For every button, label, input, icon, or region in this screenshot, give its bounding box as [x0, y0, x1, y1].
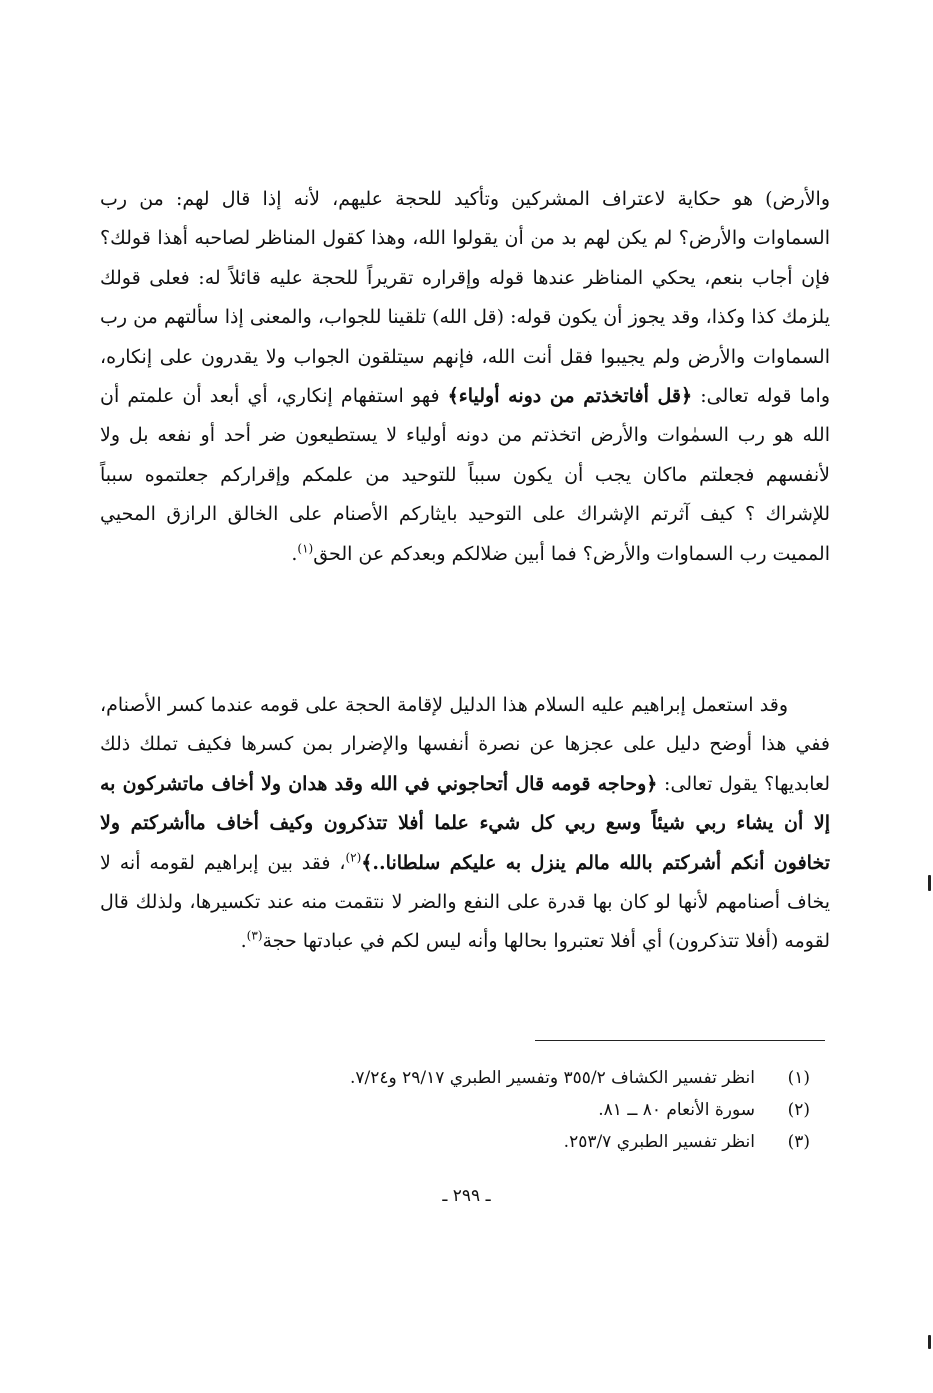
footnote-divider [535, 1040, 825, 1041]
paragraph-1-text: والأرض) هو حكاية لاعتراف المشركين وتأكيد للحجة عليهم، لأنه إذا قال لهم: من رب السماوات والأرض؟ لم يكن لهم بد من أن يقولوا الله، وهذا كقول المناظر لصاحبه أهذا قولك؟ فإن أجاب بنعم، يحكي المناظر عندها قوله وإقراره تقريراً للحجة عليه قائلاً له: فعلى قولك يلزمك كذا وكذا، وقد يجوز أن يكون قوله: (قل الله) تلقينا للجواب، والمعنى إذا سألتهم من رب السماوات والأرض ولم يجيبوا فقل أنت الله، فإنهم سيتلقون الجواب ولا يقدرون على إنكاره، واما قوله تعالى: [100, 188, 830, 408]
footnote-text: انظر تفسير الكشاف ٣٥٥/٢ وتفسير الطبري ٢٩/١٧ و٧/٢٤. [349, 1068, 755, 1088]
body-paragraph-2 [100, 686, 830, 962]
paragraph-2-text: وقد استعمل إبراهيم عليه السلام هذا الدليل لإقامة الحجة على قومه عندما كسر الأصنام، ففي هذا أوضح دليل على عجزها عن نصرة أنفسها والإضرار بمن كسرها فكيف تملك ذلك لعابديها؟ يقول تعالى: [100, 694, 830, 795]
footnote-number: (٢) [787, 1100, 810, 1120]
footnote-text: انظر تفسير الطبري ٢٥٣/٧. [563, 1132, 755, 1152]
paragraph-2-end: . [240, 930, 247, 953]
footnote-item [200, 1094, 810, 1126]
footnote-ref-3[interactable]: (٣) [246, 929, 263, 944]
footnote-item [200, 1126, 810, 1158]
footnote-number: (٣) [787, 1132, 810, 1152]
margin-mark [928, 875, 931, 891]
footnote-ref-2[interactable]: (٢) [345, 850, 362, 865]
paragraph-1-end: . [291, 542, 298, 565]
body-paragraph-1 [100, 180, 830, 574]
quran-quote-1: ﴿قل أفاتخذتم من دونه أولياء﴾ [447, 385, 693, 408]
footnote-number: (١) [787, 1068, 810, 1088]
paragraph-2-text-after: ، فقد بين إبراهيم لقومه أنه لا يخاف أصنامهم لأنها لو كان بها قدرة على النفع والضر لا نتقمت منه عند تكسيرها، ولذلك قال لقومه (أفلا تتذكرون) أي أفلا تعتبروا بحالها وأنه ليس لكم في عبادتها حجة [100, 851, 830, 953]
quran-quote-2: ﴿وحاجه قومه قال أتحاجوني في الله وقد هدان ولا أخاف ماتشركون به إلا أن يشاء ربي شيئاً وسع ربي كل شيء علما أفلا تتذكرون وكيف أخاف ماأشركتم ولا تخافون أنكم أشركتم بالله مالم ينزل به عليكم سلطانا..﴾ [100, 772, 830, 874]
footnote-ref-1[interactable]: (١) [297, 541, 314, 556]
paragraph-1-text-after: فهو استفهام إنكاري، أي أبعد أن علمتم أن الله هو رب السمٰوات والأرض اتخذتم من دونه أولياء لا يستطيعون ضر أحد أو نفعه بل ولا لأنفسهم فجعلتم ماكان يجب أن يكون سبباً للتوحيد من علمكم وإقراركم جعلتموه سبباً للإشراك ؟ كيف آثرتم الإشراك على التوحيد بايثاركم الأصنام على الخالق الرازق المحيي المميت رب السماوات والأرض؟ فما أبين ضلالكم وبعدكم عن الحق [100, 385, 830, 565]
page-number: ـ ٢٩٩ ـ [442, 1186, 491, 1206]
footnote-item [200, 1062, 810, 1094]
footnote-text: سورة الأنعام ٨٠ ــ ٨١. [598, 1100, 755, 1120]
margin-mark [928, 1335, 931, 1349]
footnotes [200, 1062, 810, 1158]
